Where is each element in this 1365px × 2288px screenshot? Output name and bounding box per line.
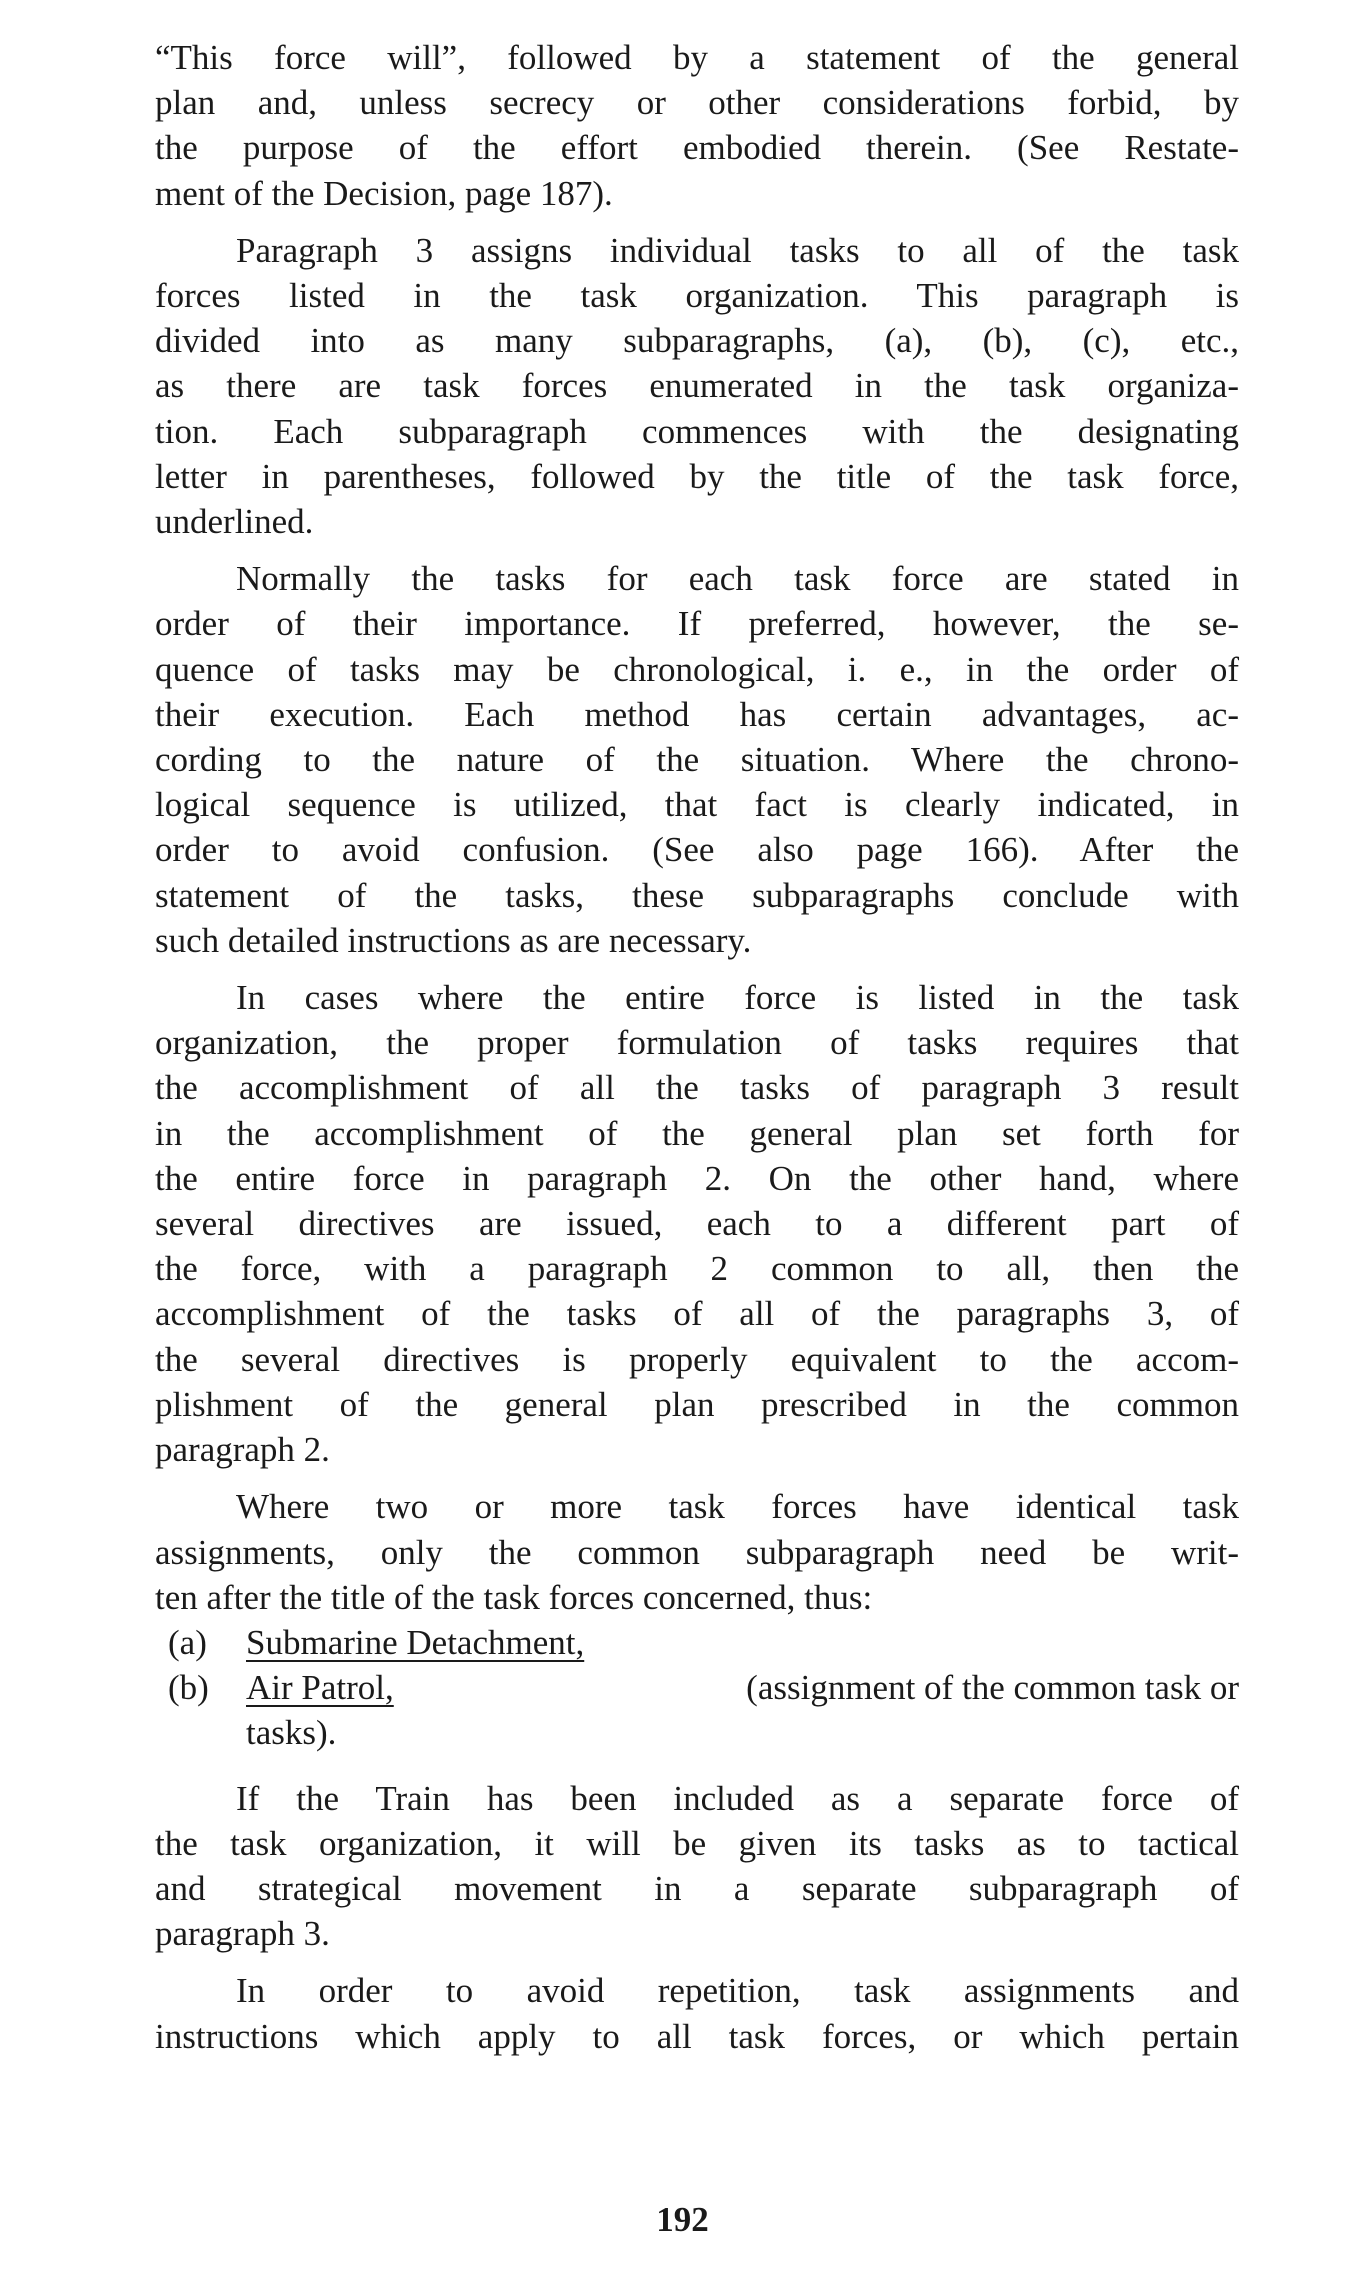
text-line: the several directives is properly equivalent to the accom- — [155, 1339, 1239, 1379]
text-line: divided into as many subparagraphs, (a), (b), (c), etc., — [155, 321, 1239, 361]
text-line: instructions which apply to all task forces, or which pertain — [155, 2016, 1239, 2056]
item-continuation: tasks). — [246, 1713, 337, 1753]
text-line: plishment of the general plan prescribed in the common — [155, 1384, 1239, 1424]
text-line: ment of the Decision, page 187). — [155, 173, 613, 213]
paragraph — [155, 975, 1239, 1472]
text-line: organization, the proper formulation of tasks requires that — [155, 1023, 1239, 1063]
text-line: the accomplishment of all the tasks of paragraph 3 result — [155, 1068, 1239, 1108]
text-line: forces listed in the task organization. This paragraph is — [155, 276, 1239, 316]
text-line: “This force will”, followed by a statement of the general — [155, 38, 1239, 77]
text-line: such detailed instructions as are necessary. — [155, 920, 752, 960]
paragraph — [155, 1968, 1239, 2058]
text-line: the force, with a paragraph 2 common to all, then the — [155, 1249, 1239, 1289]
text-line: accomplishment of the tasks of all of the paragraphs 3, of — [155, 1294, 1239, 1334]
text-line: letter in parentheses, followed by the title of the task force, — [155, 456, 1239, 496]
task-force-title: Submarine Detachment, — [246, 1622, 585, 1662]
text-line: Normally the tasks for each task force are stated in — [236, 559, 1239, 599]
text-line: If the Train has been included as a separate force of — [236, 1778, 1239, 1818]
example-list — [155, 1620, 1239, 1756]
page-body — [155, 35, 1239, 2059]
text-line: statement of the tasks, these subparagraphs conclude with — [155, 875, 1239, 915]
text-line: Where two or more task forces have identical task — [236, 1487, 1239, 1527]
text-line: Paragraph 3 assigns individual tasks to all of the task — [236, 230, 1239, 270]
paragraph — [155, 228, 1239, 544]
text-line: In order to avoid repetition, task assignments and — [236, 1971, 1239, 2011]
text-line: cording to the nature of the situation. Where the chrono- — [155, 740, 1239, 780]
text-line: paragraph 3. — [155, 1914, 330, 1954]
text-line: the entire force in paragraph 2. On the other hand, where — [155, 1158, 1239, 1198]
paragraph — [155, 556, 1239, 963]
text-line: ten after the title of the task forces concerned, thus: — [155, 1577, 873, 1617]
example-item-a — [155, 1620, 1239, 1665]
text-line: the task organization, it will be given its tasks as to tactical — [155, 1823, 1239, 1863]
text-line: plan and, unless secrecy or other considerations forbid, by — [155, 83, 1239, 123]
text-line: several directives are issued, each to a different part of — [155, 1204, 1239, 1244]
text-line: the purpose of the effort embodied therein. (See Restate- — [155, 128, 1239, 168]
text-line: tion. Each subparagraph commences with the designating — [155, 411, 1239, 451]
paragraph — [155, 1484, 1239, 1620]
paragraphs-before-example — [155, 35, 1239, 1620]
text-line: and strategical movement in a separate subparagraph of — [155, 1868, 1239, 1908]
task-force-title: Air Patrol, — [246, 1668, 394, 1708]
item-text: (assignment of the common task or — [737, 1668, 1239, 1708]
text-line: In cases where the entire force is listed in the task — [236, 978, 1239, 1018]
paragraphs-after-example — [155, 1776, 1239, 2059]
item-label: (b) — [168, 1668, 209, 1708]
text-line: in the accomplishment of the general plan set forth for — [155, 1113, 1239, 1153]
example-item-b — [155, 1665, 1239, 1710]
text-line: as there are task forces enumerated in the task organiza- — [155, 366, 1239, 406]
text-line: order of their importance. If preferred, however, the se- — [155, 604, 1239, 644]
paragraph — [155, 35, 1239, 216]
text-line: assignments, only the common subparagraph need be writ- — [155, 1532, 1239, 1572]
text-line: paragraph 2. — [155, 1430, 330, 1470]
text-line: underlined. — [155, 502, 314, 542]
paragraph — [155, 1776, 1239, 1957]
text-line: their execution. Each method has certain advantages, ac- — [155, 694, 1239, 734]
page-number: 192 — [656, 2200, 709, 2239]
item-label: (a) — [168, 1622, 207, 1662]
text-line: logical sequence is utilized, that fact is clearly indicated, in — [155, 785, 1239, 825]
text-line: quence of tasks may be chronological, i. e., in the order of — [155, 649, 1239, 689]
text-line: order to avoid confusion. (See also page 166). After the — [155, 830, 1239, 870]
